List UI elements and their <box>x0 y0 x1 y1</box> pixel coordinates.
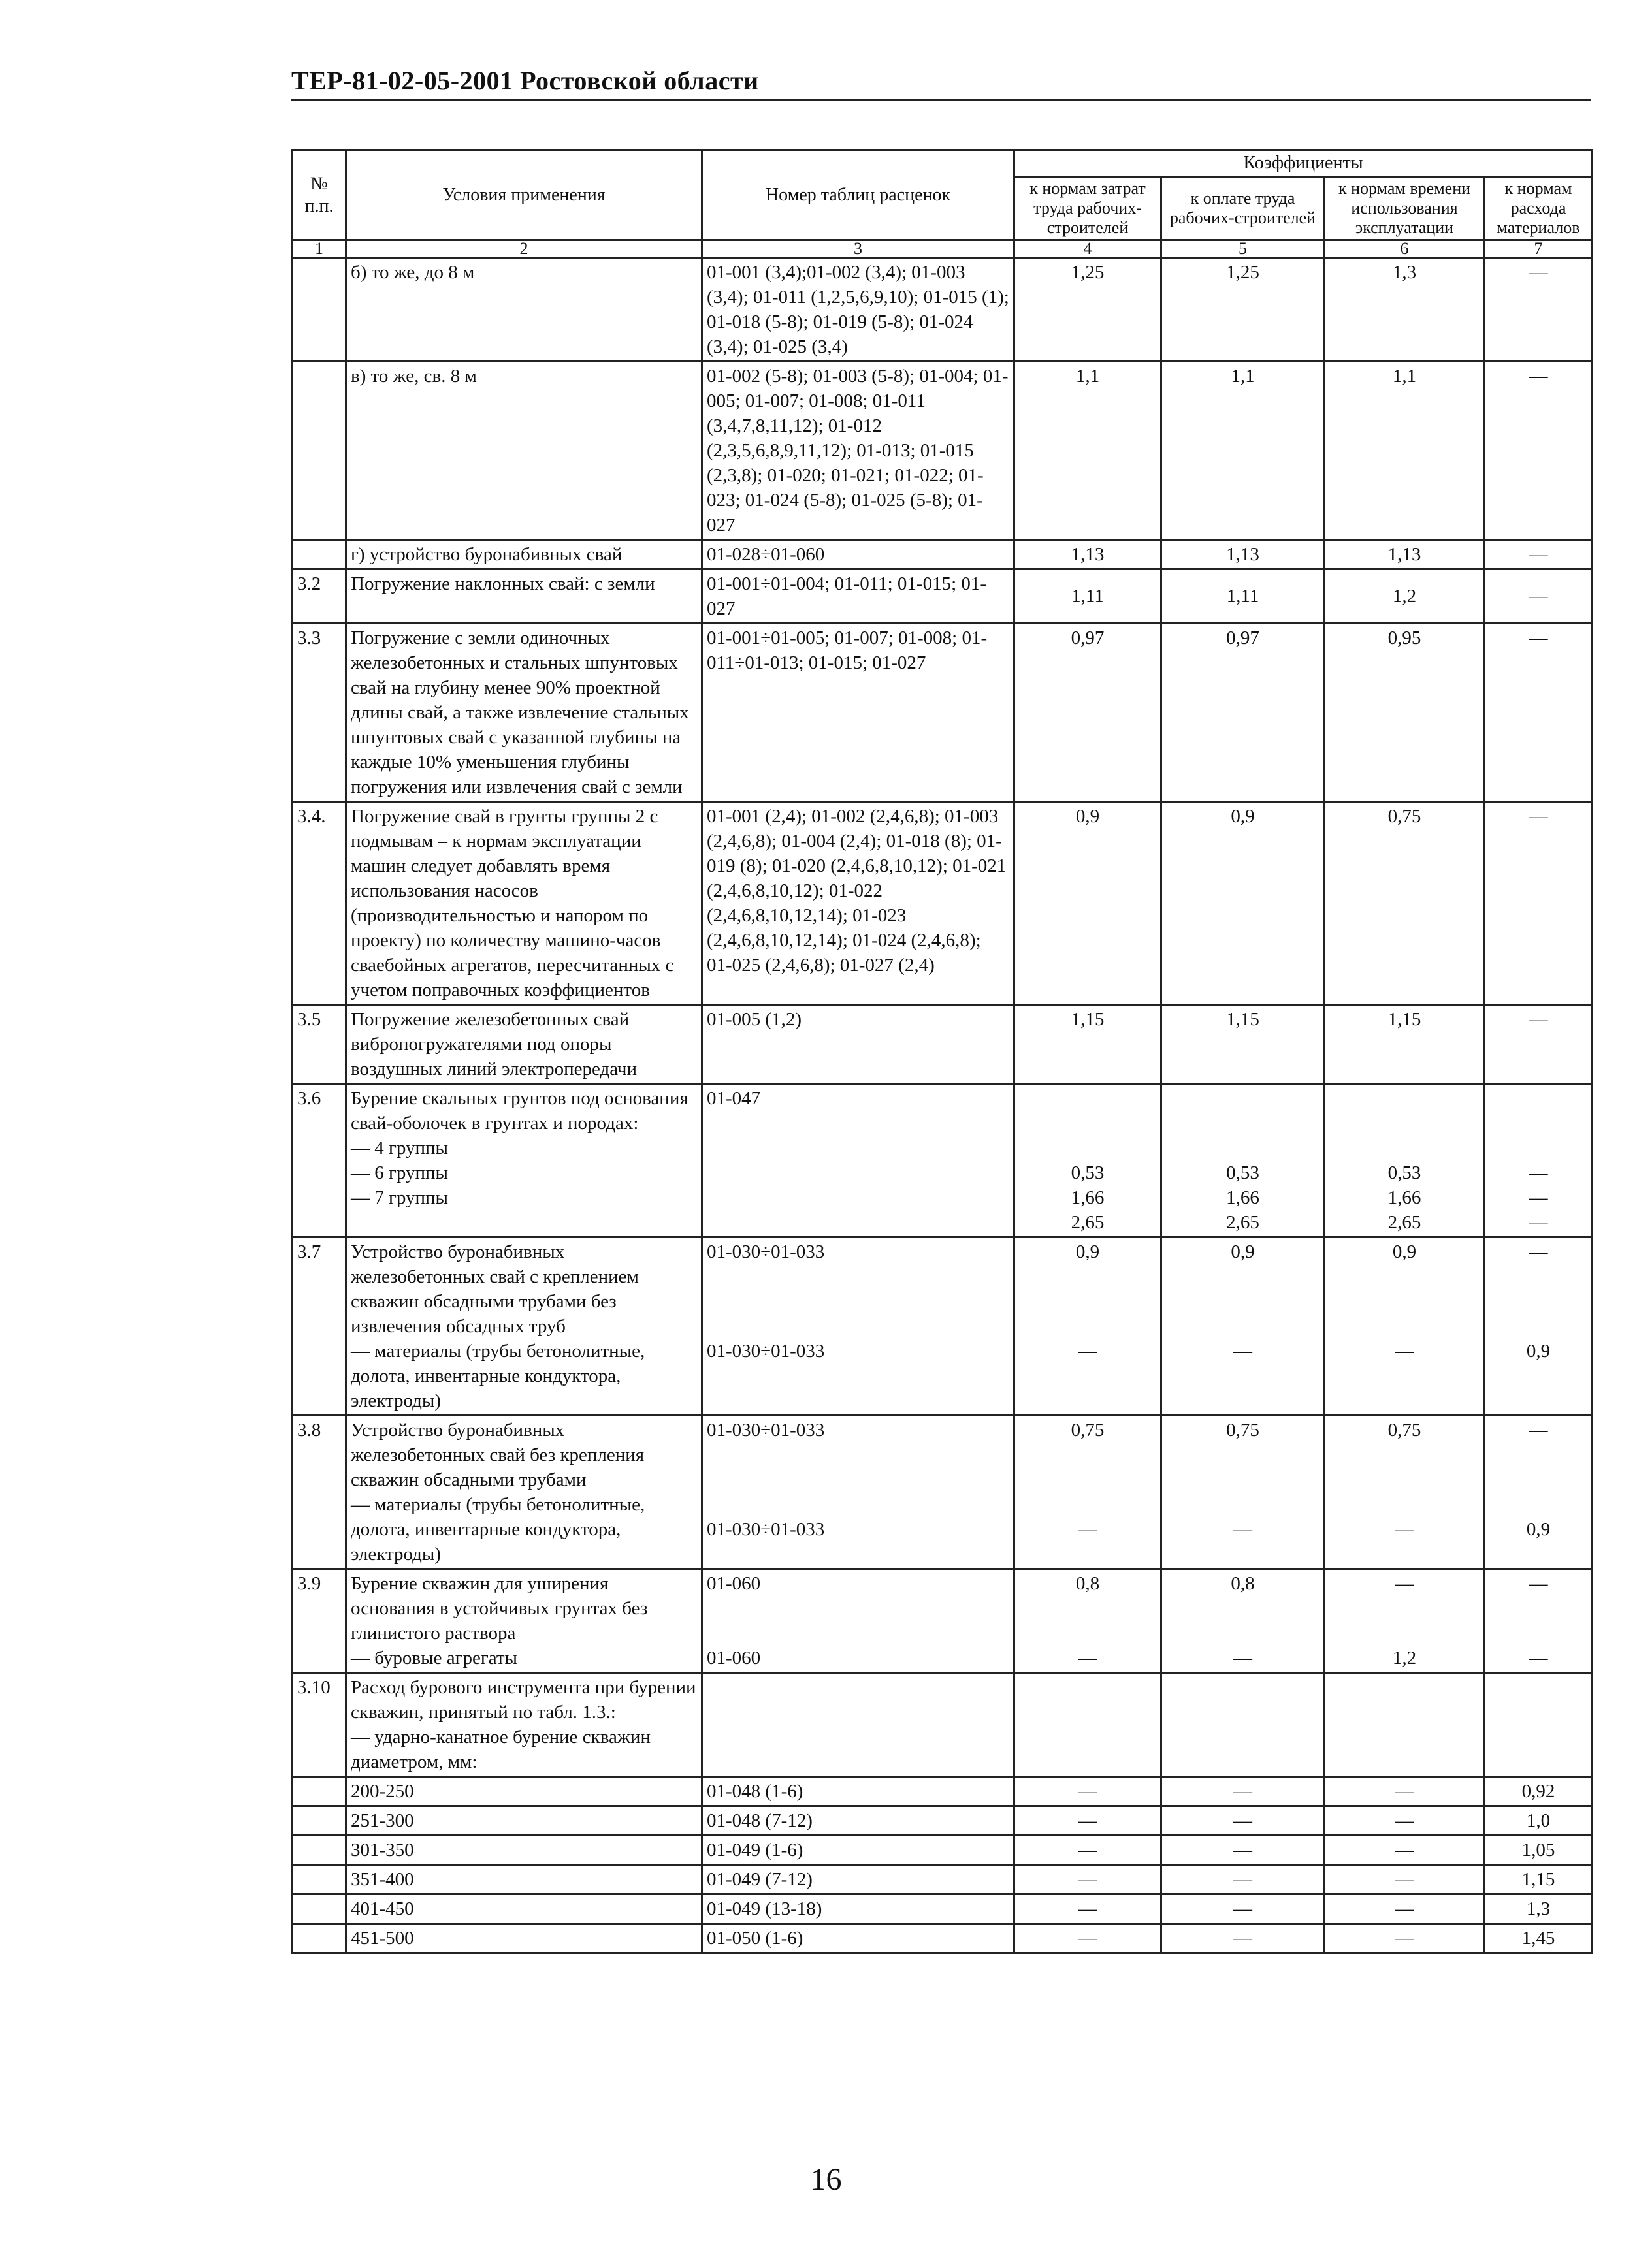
row-k4: 0,92 <box>1485 1777 1593 1806</box>
row-k2: 0,9 <box>1161 802 1325 1005</box>
row-k4: 1,15 <box>1485 1865 1593 1894</box>
row-number <box>293 258 346 362</box>
row-k3: 1,2 <box>1325 569 1485 624</box>
row-k4: — <box>1485 569 1593 624</box>
row-tables: 01-001 (3,4);01-002 (3,4); 01-003 (3,4); 01-011 (1,2,5,6,9,10); 01-015 (1); 01-018 (5-8); 01-019 (5-8); 01-024 (3,4); 01-025 (3,4) <box>702 258 1014 362</box>
tables-text: 01-030÷01-033 <box>707 1241 825 1262</box>
table-row <box>293 1777 1593 1806</box>
condition-subitem: — буровые агрегаты <box>351 1648 518 1669</box>
value: — <box>1395 1573 1414 1594</box>
row-tables: 01-049 (7-12) <box>702 1865 1014 1894</box>
row-k3: 1,1 <box>1325 362 1485 540</box>
value: — <box>1529 1573 1548 1594</box>
row-k1: — <box>1014 1836 1161 1865</box>
column-index: 6 <box>1325 240 1485 258</box>
condition-text: Устройство буронабивных железобетонных свай с креплением скважин обсадными трубами без извлечения обсадных труб <box>351 1241 639 1337</box>
row-k3: — <box>1325 1806 1485 1836</box>
column-index: 2 <box>346 240 702 258</box>
row-conditions: б) то же, до 8 м <box>346 258 702 362</box>
table-row <box>293 1836 1593 1865</box>
document-title: ТЕР-81-02-05-2001 Ростовской области <box>291 66 759 95</box>
row-k1 <box>1014 1673 1161 1777</box>
row-conditions <box>346 1569 702 1673</box>
row-tables: 01-049 (1-6) <box>702 1836 1014 1865</box>
table-row <box>293 1673 1593 1777</box>
value: 0,8 <box>1075 1573 1100 1594</box>
value: 1,66 <box>1071 1187 1105 1208</box>
row-k3: 1,15 <box>1325 1005 1485 1084</box>
row-tables: 01-048 (7-12) <box>702 1806 1014 1836</box>
table-row <box>293 1924 1593 1953</box>
table-row <box>293 540 1593 569</box>
row-k1: — <box>1014 1865 1161 1894</box>
table-row <box>293 1416 1593 1569</box>
row-k1: 1,13 <box>1014 540 1161 569</box>
row-k4: — <box>1485 802 1593 1005</box>
row-tables: 01-049 (13-18) <box>702 1894 1014 1924</box>
row-k2 <box>1161 1084 1325 1238</box>
value: 0,75 <box>1071 1420 1105 1441</box>
value: — <box>1233 1341 1252 1362</box>
column-index: 3 <box>702 240 1014 258</box>
col-header-conditions: Условия применения <box>346 150 702 240</box>
row-k2: — <box>1161 1865 1325 1894</box>
row-conditions: Погружение железобетонных свай вибропогружателями под опоры воздушных линий электропередачи <box>346 1005 702 1084</box>
row-k4: 1,45 <box>1485 1924 1593 1953</box>
row-k3 <box>1325 1673 1485 1777</box>
value: 1,66 <box>1226 1187 1259 1208</box>
row-k3: — <box>1325 1924 1485 1953</box>
row-k3: — <box>1325 1777 1485 1806</box>
value: — <box>1233 1519 1252 1540</box>
row-k4: — <box>1485 1005 1593 1084</box>
row-k4 <box>1485 1416 1593 1569</box>
table-row <box>293 362 1593 540</box>
value: — <box>1529 1162 1548 1183</box>
value: — <box>1529 1187 1548 1208</box>
row-conditions: Погружение наклонных свай: с земли <box>346 569 702 624</box>
condition-text: Бурение скважин для уширения основания в устойчивых грунтах без глинистого раствора <box>351 1573 648 1644</box>
row-k4 <box>1485 1238 1593 1416</box>
condition-subitem: — материалы (трубы бетонолитные, долота, инвентарные кондуктора, электроды) <box>351 1341 645 1411</box>
row-k2: — <box>1161 1894 1325 1924</box>
condition-item: — 4 группы <box>351 1138 449 1158</box>
row-k1: 0,9 <box>1014 802 1161 1005</box>
page-number: 16 <box>810 2162 842 2197</box>
row-conditions <box>346 1673 702 1777</box>
value: 0,8 <box>1231 1573 1255 1594</box>
col-header-tables: Номер таблиц расценок <box>702 150 1014 240</box>
row-k4 <box>1485 1569 1593 1673</box>
title-underline <box>291 99 1591 101</box>
row-tables: 01-002 (5-8); 01-003 (5-8); 01-004; 01-005; 01-007; 01-008; 01-011 (3,4,7,8,11,12); 01-012 (2,3,5,6,8,9,11,12); 01-013; 01-015 (2,3,8); 01-020; 01-021; 01-022; 01-023; 01-024 (5-8); 01-025 (5-8); 01-027 <box>702 362 1014 540</box>
table-row <box>293 1238 1593 1416</box>
col-header-k3: к нормам времени использования эксплуатации <box>1325 177 1485 240</box>
row-k2: — <box>1161 1806 1325 1836</box>
condition-subitem: — материалы (трубы бетонолитные, долота, инвентарные кондуктора, электроды) <box>351 1494 645 1565</box>
header-row-1 <box>293 150 1593 177</box>
value: 0,53 <box>1387 1162 1421 1183</box>
row-tables: 01-050 (1-6) <box>702 1924 1014 1953</box>
row-conditions: Погружение свай в грунты группы 2 с подмывам – к нормам эксплуатации машин следует добавлять время использования насосов (производительностью и напором по проекту) по количеству машино-часов сваебойных агрегатов, пересчитанных с учетом поправочных коэффициентов <box>346 802 702 1005</box>
row-k2: 1,13 <box>1161 540 1325 569</box>
diameter-range: 251-300 <box>346 1806 702 1836</box>
column-index-row <box>293 240 1593 258</box>
row-k1: 1,15 <box>1014 1005 1161 1084</box>
row-k1: 1,11 <box>1014 569 1161 624</box>
row-k2 <box>1161 1569 1325 1673</box>
value: — <box>1395 1519 1414 1540</box>
row-tables: 01-048 (1-6) <box>702 1777 1014 1806</box>
value: — <box>1529 1212 1548 1233</box>
tables-text: 01-030÷01-033 <box>707 1420 825 1441</box>
row-tables <box>702 1569 1014 1673</box>
value: 0,9 <box>1392 1241 1417 1262</box>
row-k1: 0,97 <box>1014 624 1161 802</box>
row-number <box>293 1924 346 1953</box>
value: 1,2 <box>1392 1648 1417 1669</box>
col-header-coefficients: Коэффициенты <box>1014 150 1593 177</box>
row-k1 <box>1014 1238 1161 1416</box>
row-k1 <box>1014 1416 1161 1569</box>
row-number <box>293 540 346 569</box>
row-k1: 1,25 <box>1014 258 1161 362</box>
condition-text: Расход бурового инструмента при бурении скважин, принятый по табл. 1.3.: <box>351 1677 696 1723</box>
table-row <box>293 802 1593 1005</box>
row-tables: 01-005 (1,2) <box>702 1005 1014 1084</box>
coefficients-table <box>291 149 1593 1954</box>
row-tables: 01-001÷01-004; 01-011; 01-015; 01-027 <box>702 569 1014 624</box>
row-k2 <box>1161 1238 1325 1416</box>
row-conditions: г) устройство буронабивных свай <box>346 540 702 569</box>
row-k1: 1,1 <box>1014 362 1161 540</box>
value: 0,75 <box>1387 1420 1421 1441</box>
row-number: 3.6 <box>293 1084 346 1238</box>
value: 2,65 <box>1226 1212 1259 1233</box>
row-k2: — <box>1161 1924 1325 1953</box>
value: 1,66 <box>1387 1187 1421 1208</box>
value: 0,9 <box>1231 1241 1255 1262</box>
row-k3 <box>1325 1084 1485 1238</box>
table-row <box>293 569 1593 624</box>
tables-text: 01-030÷01-033 <box>707 1519 825 1540</box>
row-k2 <box>1161 1673 1325 1777</box>
column-index: 1 <box>293 240 346 258</box>
row-k3: — <box>1325 1836 1485 1865</box>
row-k1: — <box>1014 1924 1161 1953</box>
value: — <box>1078 1648 1097 1669</box>
row-number: 3.5 <box>293 1005 346 1084</box>
table-row <box>293 258 1593 362</box>
table-row <box>293 1569 1593 1673</box>
row-number <box>293 362 346 540</box>
row-k3: 0,95 <box>1325 624 1485 802</box>
col-header-k4: к нормам расхода материалов <box>1485 177 1593 240</box>
row-k3: 1,13 <box>1325 540 1485 569</box>
condition-item: — 6 группы <box>351 1162 449 1183</box>
row-k1: — <box>1014 1777 1161 1806</box>
value: 2,65 <box>1071 1212 1105 1233</box>
row-tables <box>702 1673 1014 1777</box>
row-k2: 1,11 <box>1161 569 1325 624</box>
row-k4: — <box>1485 540 1593 569</box>
value: 0,9 <box>1526 1341 1551 1362</box>
value: — <box>1078 1519 1097 1540</box>
col-header-k2: к оплате труда рабочих-строителей <box>1161 177 1325 240</box>
value: — <box>1395 1341 1414 1362</box>
row-k3 <box>1325 1238 1485 1416</box>
tables-text: 01-030÷01-033 <box>707 1341 825 1362</box>
tables-text: 01-060 <box>707 1648 761 1669</box>
row-k4: 1,3 <box>1485 1894 1593 1924</box>
row-number: 3.8 <box>293 1416 346 1569</box>
row-tables <box>702 1416 1014 1569</box>
diameter-range: 200-250 <box>346 1777 702 1806</box>
row-k3 <box>1325 1416 1485 1569</box>
value: 0,53 <box>1226 1162 1259 1183</box>
tables-text: 01-060 <box>707 1573 761 1594</box>
value: — <box>1233 1648 1252 1669</box>
row-k4: — <box>1485 362 1593 540</box>
value: 0,53 <box>1071 1162 1105 1183</box>
table-row <box>293 1806 1593 1836</box>
row-k2: 0,97 <box>1161 624 1325 802</box>
row-k4: — <box>1485 624 1593 802</box>
table-row <box>293 1865 1593 1894</box>
row-k4: 1,0 <box>1485 1806 1593 1836</box>
row-number <box>293 1777 346 1806</box>
row-tables: 01-001 (2,4); 01-002 (2,4,6,8); 01-003 (2,4,6,8); 01-004 (2,4); 01-018 (8); 01-019 (8); 01-020 (2,4,6,8,10,12); 01-021 (2,4,6,8,10,12); 01-022 (2,4,6,8,10,12,14); 01-023 (2,4,6,8,10,12,14); 01-024 (2,4,6,8); 01-025 (2,4,6,8); 01-027 (2,4) <box>702 802 1014 1005</box>
row-k3: 0,75 <box>1325 802 1485 1005</box>
row-k2: 1,25 <box>1161 258 1325 362</box>
row-conditions <box>346 1238 702 1416</box>
table-row <box>293 1005 1593 1084</box>
row-k2: 1,15 <box>1161 1005 1325 1084</box>
row-conditions: в) то же, св. 8 м <box>346 362 702 540</box>
row-k4: — <box>1485 258 1593 362</box>
value: 2,65 <box>1387 1212 1421 1233</box>
col-header-k1: к нормам затрат труда рабочих-строителей <box>1014 177 1161 240</box>
table-row <box>293 1084 1593 1238</box>
row-number <box>293 1894 346 1924</box>
row-k3: 1,3 <box>1325 258 1485 362</box>
row-k3 <box>1325 1569 1485 1673</box>
row-k2: — <box>1161 1777 1325 1806</box>
row-number <box>293 1865 346 1894</box>
value: — <box>1529 1420 1548 1441</box>
row-tables: 01-028÷01-060 <box>702 540 1014 569</box>
row-number: 3.7 <box>293 1238 346 1416</box>
diameter-range: 351-400 <box>346 1865 702 1894</box>
table-row <box>293 624 1593 802</box>
value: — <box>1078 1341 1097 1362</box>
value: 0,75 <box>1226 1420 1259 1441</box>
diameter-range: 301-350 <box>346 1836 702 1865</box>
row-tables <box>702 1238 1014 1416</box>
row-number: 3.4. <box>293 802 346 1005</box>
table-row <box>293 1894 1593 1924</box>
row-number <box>293 1806 346 1836</box>
condition-text: Устройство буронабивных железобетонных свай без крепления скважин обсадными трубами <box>351 1420 645 1490</box>
value: 0,9 <box>1075 1241 1100 1262</box>
row-conditions <box>346 1416 702 1569</box>
row-number: 3.10 <box>293 1673 346 1777</box>
condition-item: — 7 группы <box>351 1187 449 1208</box>
row-number: 3.3 <box>293 624 346 802</box>
col-header-num: № п.п. <box>293 150 346 240</box>
row-k1: — <box>1014 1806 1161 1836</box>
diameter-range: 451-500 <box>346 1924 702 1953</box>
diameter-range: 401-450 <box>346 1894 702 1924</box>
row-tables: 01-001÷01-005; 01-007; 01-008; 01-011÷01-013; 01-015; 01-027 <box>702 624 1014 802</box>
row-k4: 1,05 <box>1485 1836 1593 1865</box>
row-k4 <box>1485 1673 1593 1777</box>
value: — <box>1529 1648 1548 1669</box>
row-k3: — <box>1325 1894 1485 1924</box>
condition-subitem: — ударно-канатное бурение скважин диаметром, мм: <box>351 1727 651 1772</box>
column-index: 4 <box>1014 240 1161 258</box>
row-k3: — <box>1325 1865 1485 1894</box>
row-tables: 01-047 <box>702 1084 1014 1238</box>
column-index: 5 <box>1161 240 1325 258</box>
row-k4 <box>1485 1084 1593 1238</box>
value: — <box>1529 1241 1548 1262</box>
row-conditions <box>346 1084 702 1238</box>
row-number: 3.2 <box>293 569 346 624</box>
row-number <box>293 1836 346 1865</box>
row-k1 <box>1014 1084 1161 1238</box>
row-k1 <box>1014 1569 1161 1673</box>
row-k2: 1,1 <box>1161 362 1325 540</box>
condition-text: Бурение скальных грунтов под основания свай-оболочек в грунтах и породах: <box>351 1088 688 1134</box>
row-k1: — <box>1014 1894 1161 1924</box>
row-k2 <box>1161 1416 1325 1569</box>
row-k2: — <box>1161 1836 1325 1865</box>
row-conditions: Погружение с земли одиночных железобетонных и стальных шпунтовых свай на глубину менее 90% проектной длины свай, а также извлечение стальных шпунтовых свай с указанной глубины на каждые 10% уменьшения глубины погружения или извлечения свай с земли <box>346 624 702 802</box>
column-index: 7 <box>1485 240 1593 258</box>
value: 0,9 <box>1526 1519 1551 1540</box>
row-number: 3.9 <box>293 1569 346 1673</box>
